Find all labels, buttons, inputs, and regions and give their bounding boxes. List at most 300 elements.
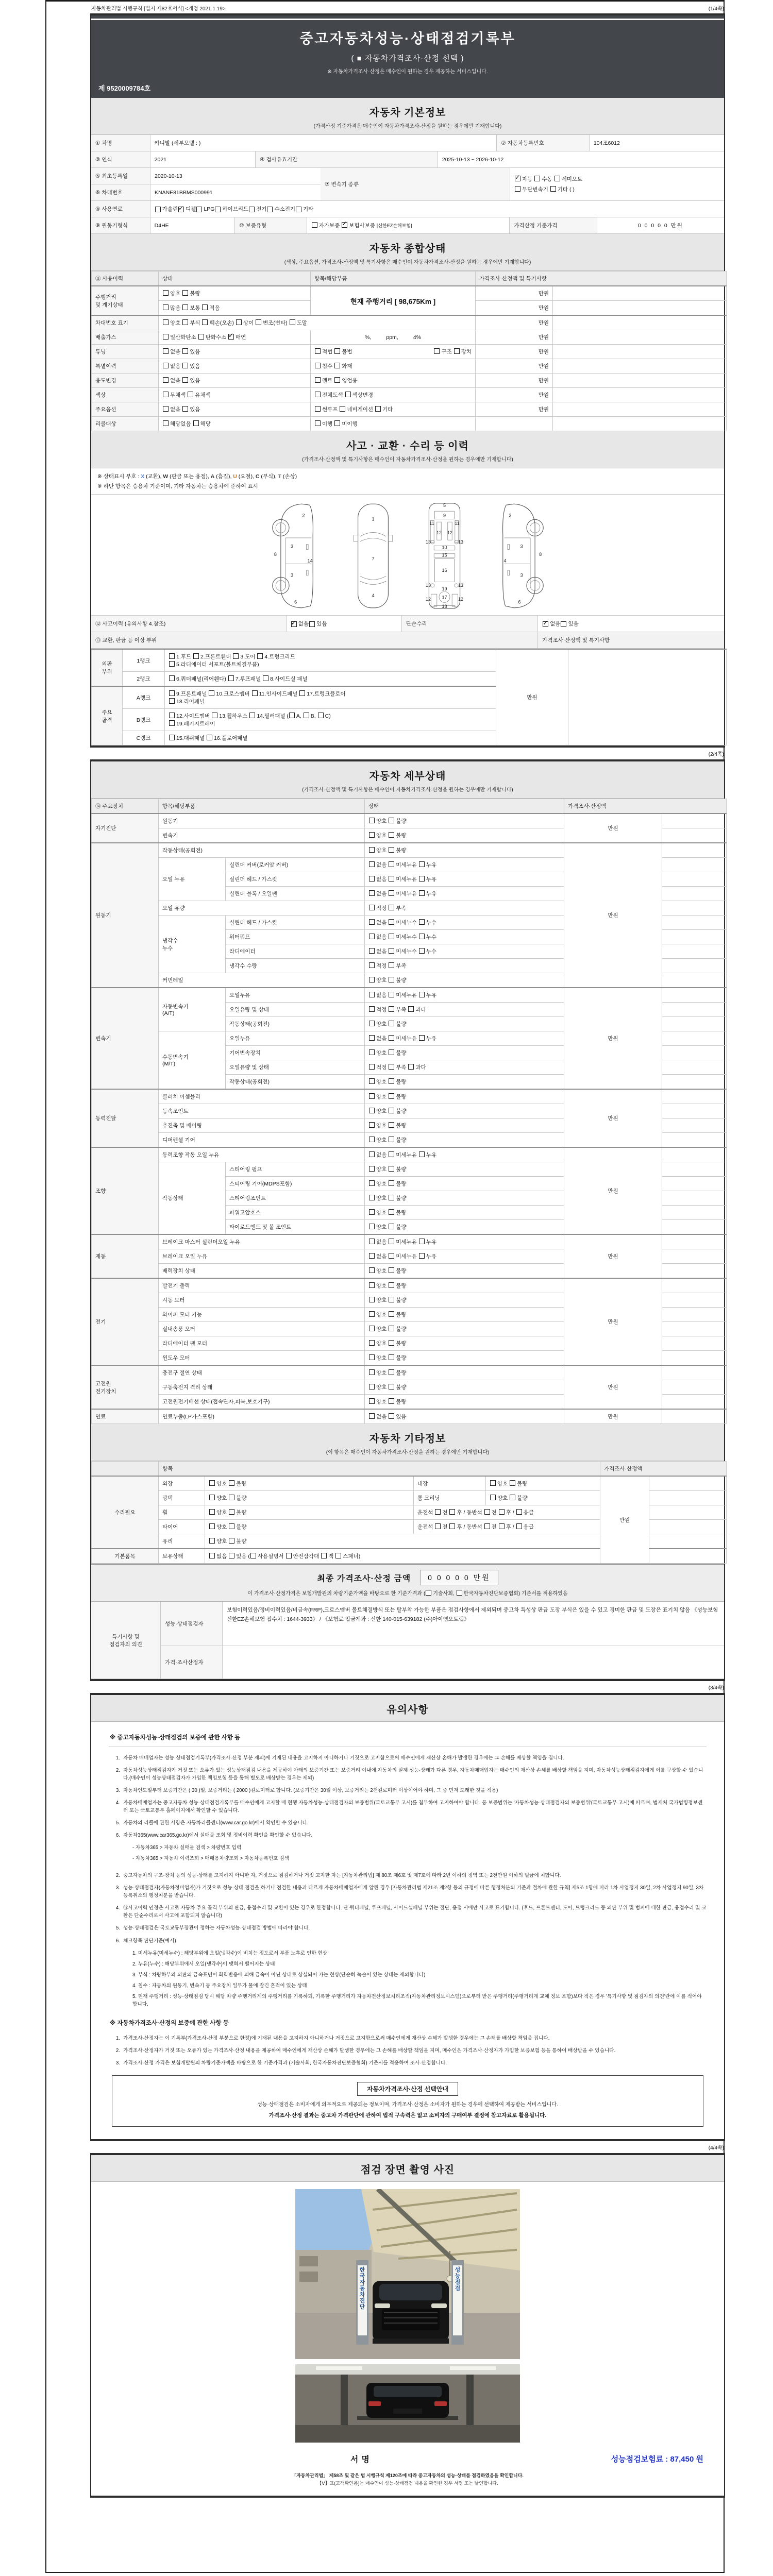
inspection-record-document — [90, 2, 725, 2498]
checkbox[interactable] — [389, 818, 394, 823]
checkbox[interactable] — [163, 348, 169, 354]
svg-text:3: 3 — [520, 544, 523, 549]
cell: 차대번호 표기 — [92, 315, 159, 330]
checkbox[interactable] — [369, 977, 375, 982]
checkbox[interactable] — [229, 1480, 234, 1486]
checkbox[interactable] — [515, 186, 520, 192]
checkbox[interactable] — [233, 653, 239, 659]
checkbox[interactable] — [163, 290, 169, 296]
cell — [662, 1075, 727, 1090]
checkbox[interactable] — [315, 377, 321, 383]
checkbox[interactable] — [369, 1267, 375, 1273]
cell: 휠 — [159, 1505, 205, 1520]
checkbox[interactable] — [229, 1538, 234, 1544]
checkbox[interactable] — [369, 1369, 375, 1375]
cell: 양호 불량 — [365, 1017, 564, 1031]
cell: 추진축 및 베어링 — [159, 1118, 365, 1133]
cell: 만원 — [564, 843, 662, 988]
checkbox[interactable] — [182, 319, 188, 325]
cell: 없음 미세누유 누유 — [365, 1249, 564, 1264]
checkbox[interactable] — [290, 319, 295, 325]
checkbox[interactable] — [252, 690, 258, 696]
checkbox[interactable] — [296, 207, 301, 212]
checkbox[interactable] — [250, 1553, 256, 1558]
checkbox[interactable] — [499, 1523, 505, 1529]
checkbox[interactable] — [209, 1509, 215, 1515]
cell: 양호 불량 — [365, 1089, 564, 1104]
checkbox[interactable] — [169, 675, 175, 681]
checkbox[interactable] — [389, 1209, 394, 1215]
checkbox[interactable] — [188, 392, 193, 397]
notice-subitem: 5. 현재 주행거리 : 성능·상태점검 당시 해당 차량 주행거리계의 주행거리를 기록하되, 기록한 주행거리가 자동차전산정보처리조직(자동차관리정보시스템)으로부터 받은 주행거리(주행거리계 교체 정보 포함)보다 적은 경우 '특기사항 및 점검자의 의견'란에 이를 적어야 합니다. — [132, 1993, 702, 2007]
checkbox[interactable] — [419, 876, 425, 882]
checkbox[interactable] — [182, 363, 188, 368]
cell: 브레이크 마스터 실린더오일 누유 — [159, 1234, 365, 1249]
checkbox[interactable] — [389, 1297, 394, 1302]
cell — [649, 1491, 727, 1505]
checkbox[interactable] — [369, 1021, 375, 1026]
checkbox[interactable] — [419, 890, 425, 896]
cell — [662, 1220, 727, 1235]
checkbox[interactable] — [369, 1166, 375, 1172]
cell: 만원 — [564, 988, 662, 1089]
form-reference: 자동차관리법 시행규칙 [별지 제82호서식] <개정 2021.1.19> — [91, 6, 226, 12]
cell: 양호 불량 — [365, 1395, 564, 1410]
checkbox[interactable] — [389, 1006, 394, 1012]
checkbox[interactable] — [369, 832, 375, 838]
price-survey-select: ( ■ 자동차가격조사·산정 선택 ) — [351, 54, 464, 63]
checkbox[interactable] — [202, 304, 208, 310]
checkbox[interactable] — [369, 876, 375, 882]
table-row — [92, 402, 727, 417]
checkbox[interactable] — [389, 1195, 394, 1200]
checkbox[interactable] — [389, 832, 394, 838]
notice-subitem: 1. 미세누유(미세누수) : 해당부위에 오일(냉각수)이 비치는 정도로서 부품 노후로 인한 현상 — [132, 1950, 328, 1956]
cell: 없음 미세누수 누수 — [365, 944, 564, 959]
notice-subitem: - 자동차365 > 자동차 이력조회 > 매매용차량조회 > 자동차등록번호 검색 — [132, 1856, 289, 1862]
checkbox[interactable] — [389, 1253, 394, 1259]
checkbox[interactable] — [554, 176, 560, 181]
checkbox[interactable] — [389, 1311, 394, 1317]
cell: 양호 불량 — [365, 1278, 564, 1293]
checkbox[interactable] — [193, 420, 199, 426]
cell: 적법 불법 구조 장치 — [311, 345, 476, 359]
vin-value: KNANE81BBMS000991 — [150, 184, 321, 201]
checkbox[interactable] — [318, 713, 324, 718]
checkbox[interactable] — [369, 1282, 375, 1288]
checkbox[interactable] — [169, 690, 175, 696]
cell: 배력장치 상태 — [159, 1264, 365, 1279]
checkbox[interactable] — [389, 847, 394, 853]
checkbox[interactable] — [334, 377, 340, 383]
checkbox[interactable] — [426, 1590, 431, 1596]
checkbox[interactable] — [263, 675, 268, 681]
checkbox[interactable] — [256, 319, 261, 325]
section-title: 사고 · 교환 · 수리 등 이력 — [346, 440, 469, 452]
checkbox[interactable] — [419, 861, 425, 867]
checkbox[interactable] — [169, 653, 175, 659]
checkbox[interactable] — [345, 392, 351, 397]
cell: 만원 — [564, 814, 662, 843]
cell: 등속조인트 — [159, 1104, 365, 1118]
checkbox[interactable] — [419, 919, 425, 925]
checkbox[interactable] — [389, 1326, 394, 1331]
table-row — [92, 1476, 727, 1491]
checkbox[interactable] — [212, 713, 217, 718]
checkbox[interactable] — [299, 690, 305, 696]
checkbox[interactable] — [389, 1078, 394, 1084]
cell: 없음 미세누유 누유 — [365, 1234, 564, 1249]
checkbox[interactable] — [369, 992, 375, 997]
car-side-left-diagram — [267, 502, 322, 610]
checkbox[interactable] — [209, 1523, 215, 1529]
cell: 적정 부족 과다 — [365, 1003, 564, 1017]
cell: 양호 불량 — [365, 843, 564, 858]
checkbox[interactable] — [334, 363, 340, 368]
engine-type-label: ⑨ 원동기형식 — [91, 217, 150, 234]
checkbox[interactable] — [163, 319, 169, 325]
checkbox[interactable] — [257, 653, 263, 659]
checkbox[interactable] — [389, 1267, 394, 1273]
checkbox[interactable] — [369, 1253, 375, 1259]
checkbox[interactable] — [309, 621, 315, 627]
checkbox[interactable] — [369, 1340, 375, 1346]
cell: 양호 불량 — [365, 1118, 564, 1133]
checkbox[interactable] — [229, 1495, 234, 1500]
checkbox[interactable] — [163, 377, 169, 383]
checkbox[interactable] — [454, 348, 460, 354]
checkbox[interactable] — [389, 1239, 394, 1244]
cell: 작동상태 — [159, 1162, 226, 1235]
checkbox[interactable] — [228, 675, 234, 681]
svg-text:6: 6 — [294, 599, 297, 605]
checkbox[interactable] — [229, 1553, 234, 1558]
checkbox[interactable] — [163, 304, 169, 310]
checkbox[interactable] — [490, 1495, 496, 1500]
checkbox[interactable] — [419, 948, 425, 954]
checkbox[interactable] — [516, 1509, 522, 1515]
checkbox[interactable] — [389, 1354, 394, 1360]
checkbox[interactable] — [389, 1049, 394, 1055]
checkbox[interactable] — [389, 1122, 394, 1128]
remark-row-text — [223, 1646, 724, 1679]
checkbox[interactable] — [419, 1151, 425, 1157]
checkbox[interactable] — [419, 1253, 425, 1259]
checkbox[interactable] — [163, 363, 169, 368]
checkbox[interactable] — [182, 290, 188, 296]
checkbox[interactable] — [389, 1224, 394, 1229]
checkbox[interactable] — [369, 847, 375, 853]
checkbox[interactable] — [163, 392, 169, 397]
checkbox[interactable] — [209, 690, 214, 696]
checkbox[interactable] — [369, 1239, 375, 1244]
cell — [662, 1278, 727, 1293]
checkbox[interactable] — [419, 1035, 425, 1041]
svg-text:13: 13 — [425, 539, 431, 545]
checkbox[interactable] — [155, 207, 161, 212]
checkbox[interactable] — [369, 905, 375, 910]
checkbox[interactable] — [369, 1224, 375, 1229]
checkbox[interactable] — [435, 1523, 441, 1529]
checkbox[interactable] — [209, 1538, 215, 1544]
checkbox[interactable] — [484, 1523, 490, 1529]
checkbox[interactable] — [229, 1509, 234, 1515]
checkbox[interactable] — [169, 698, 175, 704]
checkbox[interactable] — [163, 420, 169, 426]
checkbox[interactable] — [550, 186, 556, 192]
checkbox[interactable] — [369, 1209, 375, 1215]
checkbox[interactable] — [369, 1384, 375, 1389]
cell: 1랭크 — [123, 649, 165, 672]
checkbox[interactable] — [369, 1122, 375, 1128]
checkbox[interactable] — [516, 1523, 522, 1529]
checkbox[interactable] — [534, 176, 540, 181]
checkbox[interactable] — [169, 661, 175, 667]
checkbox[interactable] — [449, 1523, 455, 1529]
checkbox[interactable] — [163, 406, 169, 412]
checkbox[interactable] — [369, 1093, 375, 1099]
cell: 양호 불량 — [205, 1505, 414, 1520]
checkbox[interactable] — [315, 420, 321, 426]
checkbox[interactable] — [369, 1398, 375, 1404]
checkbox[interactable] — [228, 334, 234, 340]
checkbox[interactable] — [543, 621, 548, 627]
checkbox[interactable] — [182, 406, 188, 412]
checkbox[interactable] — [389, 890, 394, 896]
checkbox[interactable] — [267, 207, 273, 212]
checkbox[interactable] — [202, 319, 208, 325]
checkbox[interactable] — [389, 876, 394, 882]
cell: 없음 미세누수 누수 — [365, 930, 564, 944]
checkbox[interactable] — [196, 207, 202, 212]
checkbox[interactable] — [369, 1297, 375, 1302]
checkbox[interactable] — [408, 1006, 414, 1012]
checkbox[interactable] — [334, 420, 340, 426]
valid-label: ④ 검사유효기간 — [256, 151, 438, 168]
checkbox[interactable] — [369, 1035, 375, 1041]
checkbox[interactable] — [389, 1398, 394, 1404]
cell — [649, 1534, 727, 1549]
cell: A랭크 — [123, 686, 165, 709]
checkbox[interactable] — [369, 1064, 375, 1070]
exchange-parts-header — [91, 632, 724, 649]
checkbox[interactable] — [389, 1180, 394, 1186]
cell: 광택 — [159, 1491, 205, 1505]
section-note: (이 항목은 매수인이 자동차가격조사·산정을 원하는 경우에만 기재합니다) — [326, 1450, 490, 1455]
cell: 색상 — [92, 388, 159, 402]
checkbox[interactable] — [342, 222, 347, 228]
guide-box-bold: 가격조사·산정 결과는 중고차 가격판단에 관하여 법적 구속력은 없고 소비자의 구매여부 결정에 참고자료로 활용됩니다. — [268, 2112, 547, 2119]
accident-history-row — [91, 616, 724, 632]
cell: 전체도색 색상변경 — [311, 388, 476, 402]
checkbox[interactable] — [515, 176, 520, 181]
checkbox[interactable] — [389, 1093, 394, 1099]
checkbox[interactable] — [321, 1553, 327, 1558]
checkbox[interactable] — [209, 1495, 215, 1500]
checkbox[interactable] — [389, 1369, 394, 1375]
checkbox[interactable] — [449, 1509, 455, 1515]
checkbox[interactable] — [457, 1590, 462, 1596]
checkbox[interactable] — [369, 1413, 375, 1419]
cell — [662, 1031, 727, 1046]
checkbox[interactable] — [182, 377, 188, 383]
checkbox[interactable] — [484, 1509, 490, 1515]
checkbox[interactable] — [334, 348, 340, 354]
cell: 없음 있음 — [159, 359, 311, 374]
checkbox[interactable] — [369, 948, 375, 954]
svg-text:3: 3 — [520, 572, 523, 578]
checkbox[interactable] — [315, 363, 321, 368]
checkbox[interactable] — [335, 1553, 341, 1558]
vin-label: ⑥ 차대번호 — [91, 184, 150, 201]
checkbox[interactable] — [369, 1195, 375, 1200]
checkbox[interactable] — [312, 222, 317, 228]
checkbox[interactable] — [369, 934, 375, 939]
cell: 만원 — [564, 1147, 662, 1234]
checkbox[interactable] — [510, 1495, 515, 1500]
checkbox[interactable] — [369, 1006, 375, 1012]
checkbox[interactable] — [369, 962, 375, 968]
checkbox[interactable] — [249, 713, 255, 718]
cell: 렌트 영업용 — [311, 374, 476, 388]
checkbox[interactable] — [289, 713, 295, 718]
checkbox[interactable] — [389, 1413, 394, 1419]
checkbox[interactable] — [169, 720, 175, 726]
svg-text:13: 13 — [458, 583, 463, 588]
checkbox[interactable] — [389, 1108, 394, 1113]
checkbox[interactable] — [249, 207, 255, 212]
final-price-band — [91, 1564, 724, 1602]
checkbox[interactable] — [207, 735, 212, 740]
checkbox[interactable] — [499, 1509, 505, 1515]
checkbox[interactable] — [229, 1523, 234, 1529]
checkbox[interactable] — [389, 861, 394, 867]
checkbox[interactable] — [369, 1108, 375, 1113]
checkbox[interactable] — [369, 1137, 375, 1142]
cell — [662, 1351, 727, 1366]
table-row — [92, 345, 727, 359]
table-row — [92, 649, 727, 672]
checkbox[interactable] — [369, 1326, 375, 1331]
checkbox[interactable] — [315, 348, 321, 354]
cell: 리콜대상 — [92, 417, 159, 431]
section-title: 유의사항 — [386, 1704, 429, 1716]
checkbox[interactable] — [389, 1340, 394, 1346]
checkbox[interactable] — [419, 992, 425, 997]
svg-text:16: 16 — [441, 567, 447, 573]
checkbox[interactable] — [389, 1137, 394, 1142]
checkbox[interactable] — [561, 621, 566, 627]
checkbox[interactable] — [408, 1064, 414, 1070]
checkbox[interactable] — [375, 406, 381, 412]
checkbox[interactable] — [340, 406, 345, 412]
status-code: T — [278, 473, 281, 480]
checkbox[interactable] — [286, 1553, 292, 1558]
cell: 룸 크리닝 — [414, 1491, 486, 1505]
checkbox[interactable] — [510, 1480, 515, 1486]
cell: 양호 불량 — [365, 1322, 564, 1336]
cell — [662, 901, 727, 916]
checkbox[interactable] — [291, 621, 297, 627]
checkbox[interactable] — [389, 992, 394, 997]
checkbox[interactable] — [369, 890, 375, 896]
checkbox[interactable] — [434, 348, 440, 354]
checkbox[interactable] — [389, 1166, 394, 1172]
checkbox[interactable] — [209, 1553, 215, 1558]
checkbox[interactable] — [182, 348, 188, 354]
car-damage-diagrams — [91, 495, 724, 616]
checkbox[interactable] — [369, 919, 375, 925]
checkbox[interactable] — [369, 1078, 375, 1084]
detail-table — [91, 799, 727, 1424]
cell: 일산화탄소 탄화수소 ✓매연 — [159, 330, 311, 345]
checkbox[interactable] — [369, 1311, 375, 1317]
checkbox[interactable] — [389, 1064, 394, 1070]
checkbox[interactable] — [315, 406, 321, 412]
checkbox[interactable] — [389, 962, 394, 968]
checkbox[interactable] — [369, 1180, 375, 1186]
checkbox[interactable] — [182, 304, 188, 310]
cell: %, ppm, 4% — [311, 330, 476, 345]
checkbox[interactable] — [215, 207, 221, 212]
cell: 브레이크 오일 누유 — [159, 1249, 365, 1264]
checkbox[interactable] — [389, 1384, 394, 1389]
final-price-note: 이 가격조사·산정가격은 보험개발원의 차량기준가액을 바탕으로 한 기준가격과 ( 기술사회, 한국자동차진단보증협회) 기준서를 적용하였음 — [247, 1591, 568, 1597]
checkbox[interactable] — [369, 861, 375, 867]
table-row — [92, 330, 727, 345]
signature-label[interactable]: 서명 — [350, 2455, 373, 2464]
checkbox[interactable] — [209, 1480, 215, 1486]
checkbox[interactable] — [198, 334, 204, 340]
checkbox[interactable] — [419, 1239, 425, 1244]
checkbox[interactable] — [419, 934, 425, 939]
checkbox[interactable] — [236, 319, 242, 325]
cell: 구동축전지 격리 상태 — [159, 1380, 365, 1395]
notice-item: 1. 가격조사·산정자는 이 기록부(가격조사·산정 부분으로 한정)에 기재된 내용을 고지하지 아니하거나 거짓으로 고지함으로써 매수인에게 재산상 손해가 발생한 경우에는 그 손해를 배상할 책임을 집니다. — [115, 2035, 550, 2041]
checkbox[interactable] — [163, 334, 169, 340]
checkbox[interactable] — [389, 977, 394, 982]
cell — [568, 649, 727, 745]
checkbox[interactable] — [389, 1035, 394, 1041]
checkbox[interactable] — [178, 207, 184, 212]
checkbox[interactable] — [389, 1282, 394, 1288]
checkbox[interactable] — [304, 713, 309, 718]
checkbox[interactable] — [369, 1354, 375, 1360]
cell: 양호 불량 — [486, 1491, 600, 1505]
cell: 양호 불량 — [365, 1380, 564, 1395]
checkbox[interactable] — [490, 1480, 496, 1486]
table-row — [92, 388, 727, 402]
checkbox[interactable] — [169, 735, 175, 740]
checkbox[interactable] — [193, 653, 199, 659]
cell: 만원 — [476, 388, 553, 402]
checkbox[interactable] — [389, 948, 394, 954]
checkbox[interactable] — [369, 818, 375, 823]
cell: 작동상태(공회전) — [226, 1075, 365, 1090]
checkbox[interactable] — [169, 713, 175, 718]
table-row — [92, 814, 727, 828]
checkbox[interactable] — [315, 392, 321, 397]
checkbox[interactable] — [389, 1151, 394, 1157]
checkbox[interactable] — [435, 1509, 441, 1515]
checkbox[interactable] — [369, 1049, 375, 1055]
checkbox[interactable] — [389, 1021, 394, 1026]
checkbox[interactable] — [369, 1151, 375, 1157]
section-title: 점검 장면 촬영 사진 — [360, 2164, 455, 2176]
checkbox[interactable] — [389, 919, 394, 925]
checkbox[interactable] — [389, 905, 394, 910]
checkbox[interactable] — [389, 934, 394, 939]
